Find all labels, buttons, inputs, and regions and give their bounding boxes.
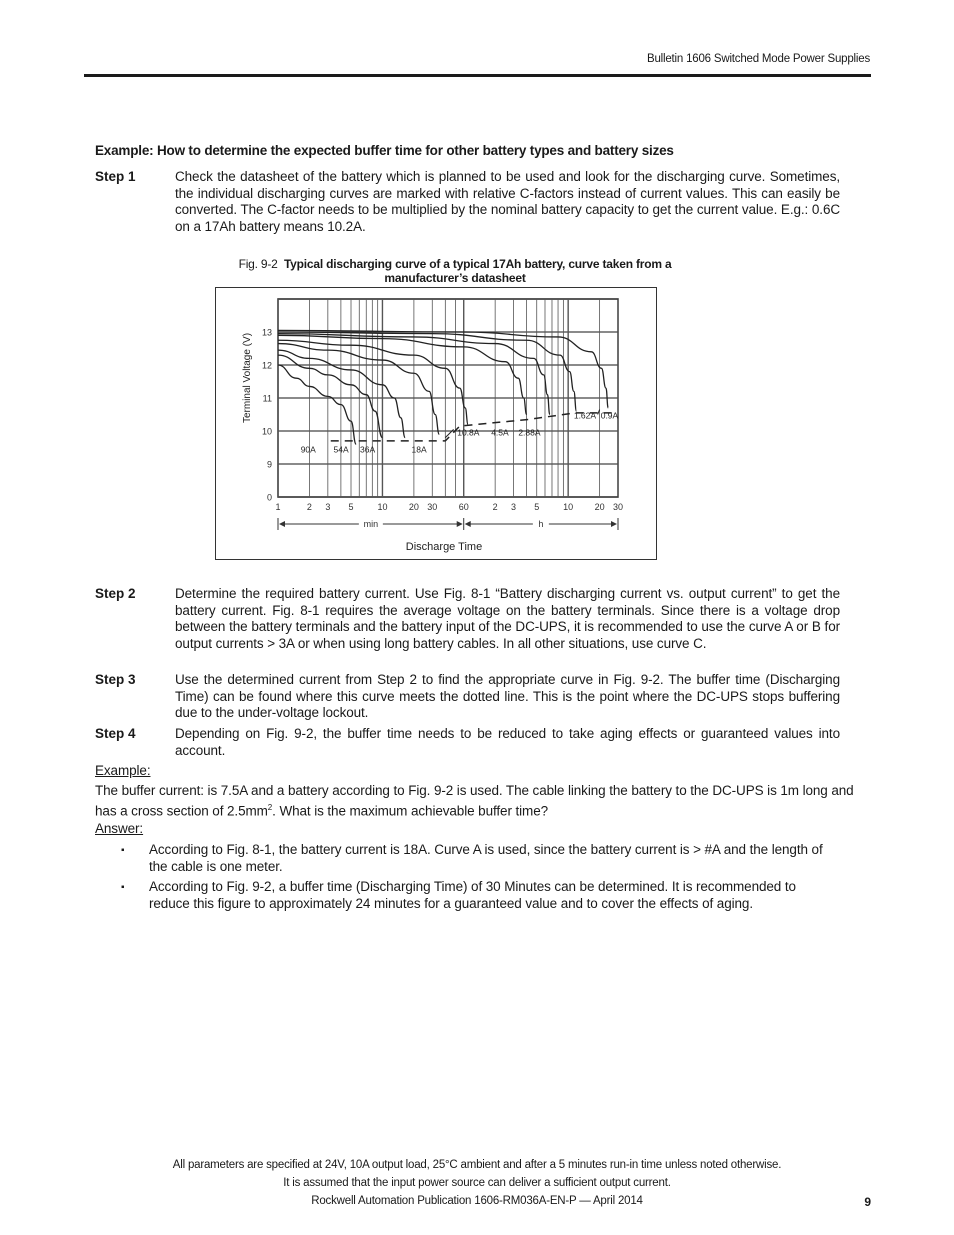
x-tick-label: 30 — [612, 502, 624, 512]
page-number: 9 — [864, 1195, 871, 1209]
example-text-b: . What is the maximum achievable buffer time? — [272, 803, 549, 818]
example-superscript: 2 — [267, 802, 273, 812]
header-rule — [84, 74, 871, 77]
series-label: 2.88A — [518, 427, 541, 438]
example-label: Example: — [95, 763, 151, 778]
y-tick-label: 12 — [261, 360, 272, 371]
figure-caption-line2: manufacturer’s datasheet — [384, 271, 526, 285]
series-label: 54A — [333, 444, 349, 455]
answer-label: Answer: — [95, 821, 144, 836]
y-tick-label: 9 — [266, 459, 272, 470]
x-tick-label: 10 — [377, 502, 388, 512]
example-text — [95, 783, 865, 820]
series-line — [278, 365, 356, 444]
footer-line-1: All parameters are specified at 24V, 10A output load, 25°C ambient and after a 5 minutes run-in time unless noted otherwise. — [172, 1159, 782, 1171]
series-label: 90A — [300, 444, 316, 455]
step-3-text: Use the determined current from Step 2 to find the appropriate curve in Fig. 9-2. The buffer time (Discharging Time) can be found where this curve meets the dotted line. This is the point where the DC-UPS stops buffering due to the under-voltage lockout. — [175, 672, 840, 720]
x-tick-label: 20 — [594, 502, 605, 512]
series-label: 18A — [411, 444, 427, 455]
x-tick-label: 5 — [534, 502, 540, 512]
x-tick-label: 3 — [325, 502, 331, 512]
figure-caption-line1: Typical discharging curve of a typical 17Ah battery, curve taken from a — [283, 257, 672, 271]
step-4-label: Step 4 — [95, 726, 136, 741]
discharge-chart — [216, 288, 656, 559]
footer-publication: Rockwell Automation Publication 1606-RM036A-EN-P — April 2014 — [311, 1195, 643, 1207]
y-tick-label: 10 — [261, 426, 272, 437]
x-tick-label: 2 — [492, 502, 498, 512]
footer-line-2: It is assumed that the input power source can deliver a sufficient output current. — [283, 1177, 671, 1189]
y-axis-title: Terminal Voltage (V) — [242, 332, 253, 424]
series-label: 0.9A — [600, 410, 619, 421]
x-tick-label: 60 — [458, 502, 469, 512]
series-label: 1.62A — [573, 410, 597, 421]
discharge-chart-frame — [215, 287, 657, 560]
step-1-text: Check the datasheet of the battery which is planned to be used and look for the discharging curve. Sometimes, the individual discharging curves are marked with relative C-factors instead of current values. This can easily be converted. The C-factor needs to be multiplied by the nominal battery capacity to get the current value. E.g.: 0.6C on a 17Ah battery means 10.2A. — [175, 169, 840, 234]
bullet-icon: ▪ — [121, 882, 125, 893]
series-line — [278, 335, 527, 414]
arrow-head — [457, 521, 463, 527]
x-tick-label: 20 — [408, 502, 419, 512]
x-unit-h-label: h — [538, 519, 544, 529]
answer-item-2: According to Fig. 9-2, a buffer time (Discharging Time) of 30 Minutes can be determined. It is recommended to reduce this figure to approximately 24 minutes for a guaranteed value and to cover the effects of aging. — [149, 879, 796, 911]
step-1-label: Step 1 — [95, 169, 136, 184]
y-tick-label: 11 — [262, 393, 272, 404]
x-unit-min-label: min — [363, 519, 379, 529]
running-header: Bulletin 1606 Switched Mode Power Supplies — [646, 53, 870, 65]
series-label: 4.5A — [491, 427, 509, 438]
x-tick-label: 5 — [348, 502, 354, 512]
series-label: 36A — [360, 444, 376, 455]
arrow-head — [465, 521, 471, 527]
arrow-head — [279, 521, 285, 527]
step-4-text: Depending on Fig. 9-2, the buffer time needs to be reduced to take aging effects or guaranteed values into account. — [175, 726, 840, 758]
example-text-a: The buffer current: is 7.5A and a battery according to Fig. 9-2 is used. The cable linking the battery to the DC-UPS is 1m long and has a cross section of 2.5mm — [95, 783, 854, 818]
y-tick-label: 13 — [261, 327, 272, 338]
step-2-text: Determine the required battery current. Use Fig. 8-1 “Battery discharging current vs. output current” to get the battery current. Fig. 8-1 requires the average voltage on the battery terminals. Since there is a voltage drop between the battery terminals and the battery input of the DC-UPS, it is recommended to use the curve A or B for output currents > 3A or when using long battery cables. In all other situations, use curve C. — [175, 586, 840, 651]
x-tick-label: 30 — [427, 502, 438, 512]
figure-label: Fig. 9-2 — [238, 257, 278, 271]
step-3-label: Step 3 — [95, 672, 136, 687]
x-tick-label: 2 — [306, 502, 312, 512]
answer-item-1: According to Fig. 8-1, the battery current is 18A. Curve A is used, since the battery current is > #A and the length of the cable is one meter. — [149, 842, 823, 874]
figure-caption — [215, 257, 695, 285]
y-tick-label: 0 — [266, 492, 272, 503]
example-title: Example: How to determine the expected buffer time for other battery types and battery sizes — [95, 143, 674, 158]
step-2-label: Step 2 — [95, 586, 136, 601]
x-tick-label: 1 — [275, 502, 281, 512]
series-label: 10.8A — [457, 427, 480, 438]
bullet-icon: ▪ — [121, 845, 125, 856]
x-axis-title: Discharge Time — [405, 541, 483, 553]
arrow-head — [611, 521, 617, 527]
series-line — [278, 350, 405, 437]
x-tick-label: 10 — [563, 502, 574, 512]
x-tick-label: 3 — [511, 502, 517, 512]
